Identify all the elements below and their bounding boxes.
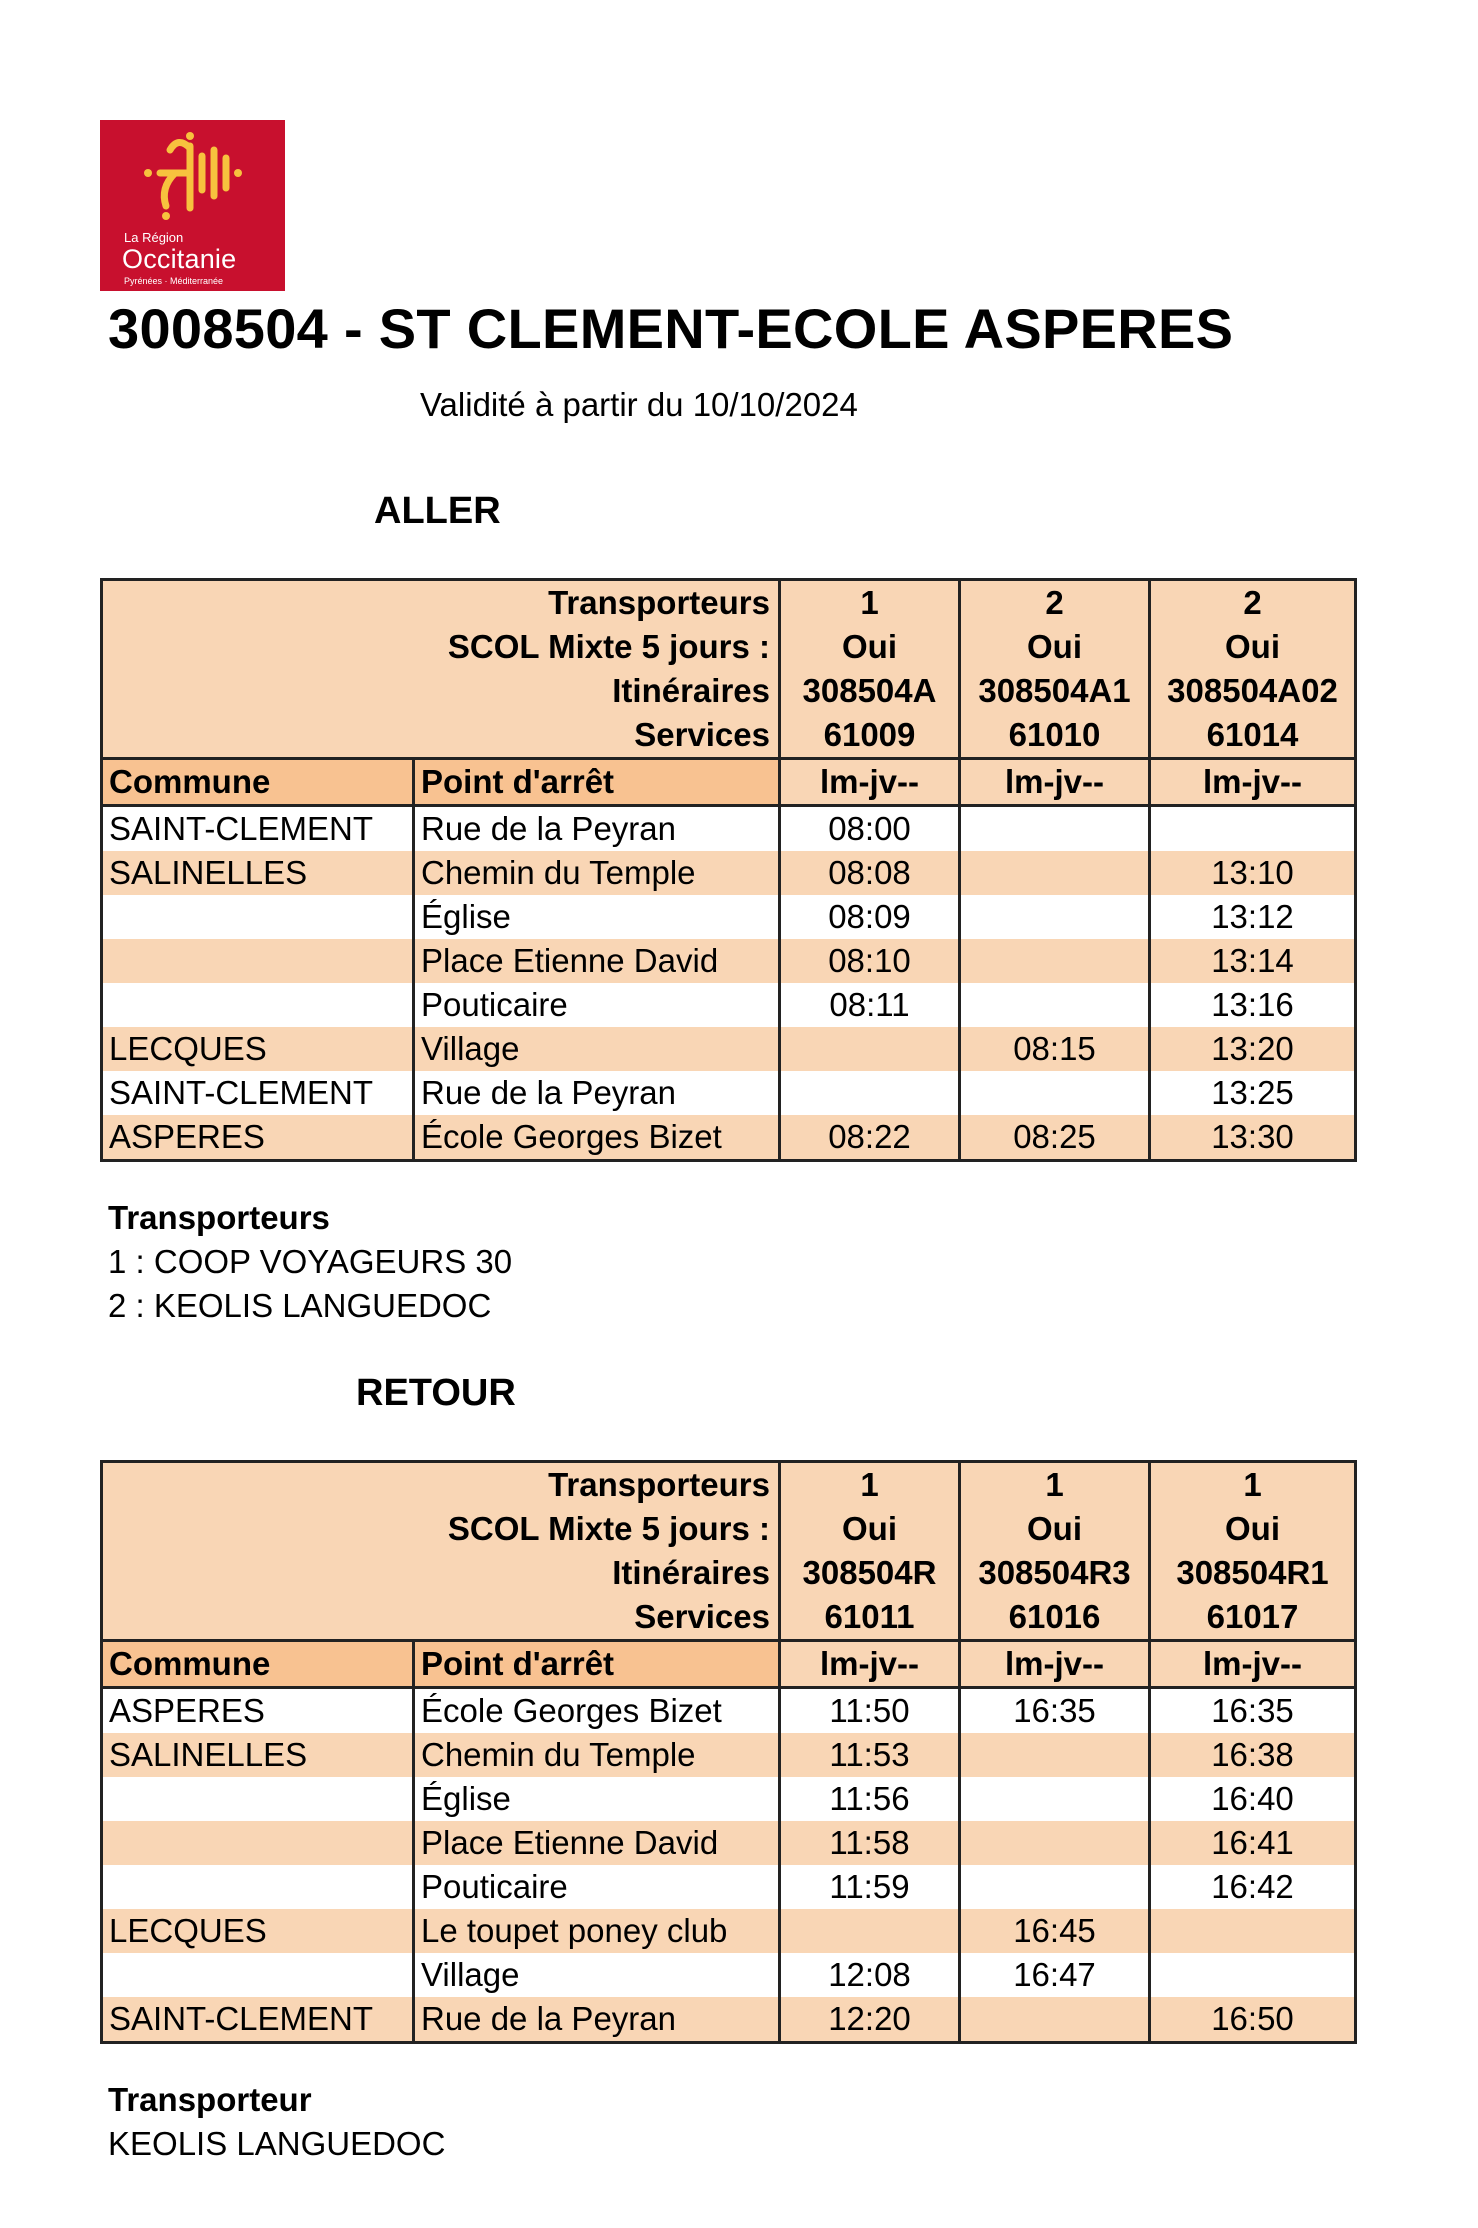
header-value: 2	[1150, 580, 1356, 626]
header-value: 61009	[780, 713, 960, 759]
aller-table	[100, 578, 1357, 1162]
header-value: Oui	[960, 1507, 1150, 1551]
time-cell: 08:10	[780, 939, 960, 983]
aller-header-scol	[102, 625, 1356, 669]
table-row	[102, 1733, 1356, 1777]
time-cell: 13:10	[1150, 851, 1356, 895]
retour-column-header	[102, 1641, 1356, 1688]
table-row	[102, 1027, 1356, 1071]
commune-cell: SAINT-CLEMENT	[102, 1071, 414, 1115]
time-cell: 11:56	[780, 1777, 960, 1821]
carrier-item: 2 : KEOLIS LANGUEDOC	[108, 1287, 492, 1324]
occitan-cross-icon	[130, 128, 250, 228]
stop-cell: Pouticaire	[414, 1865, 780, 1909]
commune-cell	[102, 1953, 414, 1997]
time-cell: 16:35	[960, 1688, 1150, 1734]
time-cell: 16:42	[1150, 1865, 1356, 1909]
time-cell: 11:58	[780, 1821, 960, 1865]
time-cell: 16:35	[1150, 1688, 1356, 1734]
table-row	[102, 983, 1356, 1027]
time-cell	[960, 939, 1150, 983]
commune-cell	[102, 1777, 414, 1821]
header-value: 1	[780, 1462, 960, 1508]
aller-header-itineraires	[102, 669, 1356, 713]
header-value: Oui	[1150, 625, 1356, 669]
header-label: Transporteurs	[102, 1462, 780, 1508]
commune-cell: SALINELLES	[102, 851, 414, 895]
time-cell: 08:08	[780, 851, 960, 895]
days-header: lm-jv--	[780, 759, 960, 806]
stop-column-header: Point d'arrêt	[414, 1641, 780, 1688]
time-cell	[1150, 1909, 1356, 1953]
logo-line-2: Occitanie	[122, 244, 237, 274]
days-header: lm-jv--	[960, 1641, 1150, 1688]
commune-cell	[102, 895, 414, 939]
stop-cell: Place Etienne David	[414, 1821, 780, 1865]
header-value: 1	[780, 580, 960, 626]
commune-cell: SAINT-CLEMENT	[102, 806, 414, 852]
header-label: Itinéraires	[102, 1551, 780, 1595]
time-cell: 08:15	[960, 1027, 1150, 1071]
commune-cell	[102, 1821, 414, 1865]
aller-column-header	[102, 759, 1356, 806]
table-row	[102, 1115, 1356, 1161]
retour-heading: RETOUR	[356, 1372, 516, 1414]
time-cell: 08:00	[780, 806, 960, 852]
stop-cell: Pouticaire	[414, 983, 780, 1027]
commune-cell: SAINT-CLEMENT	[102, 1997, 414, 2043]
table-row	[102, 1865, 1356, 1909]
header-value: 1	[960, 1462, 1150, 1508]
commune-cell	[102, 939, 414, 983]
stop-cell: Chemin du Temple	[414, 1733, 780, 1777]
table-row	[102, 1997, 1356, 2043]
header-value: 308504A1	[960, 669, 1150, 713]
time-cell: 13:16	[1150, 983, 1356, 1027]
time-cell: 13:14	[1150, 939, 1356, 983]
stop-cell: Église	[414, 1777, 780, 1821]
stop-cell: Chemin du Temple	[414, 851, 780, 895]
carrier-item: 1 : COOP VOYAGEURS 30	[108, 1243, 513, 1280]
time-cell: 11:59	[780, 1865, 960, 1909]
table-row	[102, 851, 1356, 895]
time-cell: 12:08	[780, 1953, 960, 1997]
time-cell: 16:38	[1150, 1733, 1356, 1777]
table-row	[102, 895, 1356, 939]
header-label: Transporteurs	[102, 580, 780, 626]
time-cell	[960, 806, 1150, 852]
header-value: 308504R3	[960, 1551, 1150, 1595]
retour-header-services	[102, 1595, 1356, 1641]
commune-cell: ASPERES	[102, 1115, 414, 1161]
time-cell	[960, 1821, 1150, 1865]
header-label: Itinéraires	[102, 669, 780, 713]
region-logo	[100, 120, 285, 291]
time-cell: 16:40	[1150, 1777, 1356, 1821]
time-cell: 13:30	[1150, 1115, 1356, 1161]
aller-carriers	[108, 1196, 512, 1328]
time-cell: 16:41	[1150, 1821, 1356, 1865]
commune-cell: LECQUES	[102, 1909, 414, 1953]
aller-heading: ALLER	[374, 490, 501, 532]
logo-line-1: La Région	[124, 230, 184, 245]
time-cell: 11:50	[780, 1688, 960, 1734]
time-cell	[960, 1865, 1150, 1909]
time-cell	[960, 1733, 1150, 1777]
carriers-heading: Transporteurs	[108, 1199, 330, 1236]
commune-column-header: Commune	[102, 759, 414, 806]
aller-header-services	[102, 713, 1356, 759]
table-row	[102, 1071, 1356, 1115]
time-cell	[1150, 806, 1356, 852]
aller-header-transporteurs	[102, 580, 1356, 626]
time-cell	[960, 1777, 1150, 1821]
table-row	[102, 1777, 1356, 1821]
header-label: Services	[102, 713, 780, 759]
header-value: 2	[960, 580, 1150, 626]
logo-line-3: Pyrénées · Méditerranée	[124, 276, 224, 286]
header-value: Oui	[1150, 1507, 1356, 1551]
commune-cell: ASPERES	[102, 1688, 414, 1734]
header-value: Oui	[780, 625, 960, 669]
time-cell	[1150, 1953, 1356, 1997]
time-cell: 16:50	[1150, 1997, 1356, 2043]
header-label: Services	[102, 1595, 780, 1641]
table-row	[102, 1688, 1356, 1734]
table-row	[102, 1821, 1356, 1865]
header-value: 1	[1150, 1462, 1356, 1508]
time-cell: 12:20	[780, 1997, 960, 2043]
header-value: 61010	[960, 713, 1150, 759]
header-value: 308504R	[780, 1551, 960, 1595]
header-value: Oui	[780, 1507, 960, 1551]
retour-header-transporteurs	[102, 1462, 1356, 1508]
commune-cell	[102, 983, 414, 1027]
header-value: Oui	[960, 625, 1150, 669]
time-cell: 16:45	[960, 1909, 1150, 1953]
time-cell	[780, 1909, 960, 1953]
days-header: lm-jv--	[1150, 1641, 1356, 1688]
time-cell: 11:53	[780, 1733, 960, 1777]
retour-table	[100, 1460, 1357, 2044]
time-cell: 13:12	[1150, 895, 1356, 939]
table-row	[102, 806, 1356, 852]
header-value: 61017	[1150, 1595, 1356, 1641]
time-cell	[960, 1071, 1150, 1115]
table-row	[102, 1909, 1356, 1953]
header-value: 308504R1	[1150, 1551, 1356, 1595]
carriers-heading: Transporteur	[108, 2081, 312, 2118]
days-header: lm-jv--	[960, 759, 1150, 806]
commune-cell: LECQUES	[102, 1027, 414, 1071]
stop-cell: Rue de la Peyran	[414, 1997, 780, 2043]
validity-date: Validité à partir du 10/10/2024	[420, 386, 858, 423]
time-cell: 08:25	[960, 1115, 1150, 1161]
stop-cell: Rue de la Peyran	[414, 806, 780, 852]
header-value: 308504A	[780, 669, 960, 713]
stop-cell: Église	[414, 895, 780, 939]
time-cell: 13:25	[1150, 1071, 1356, 1115]
commune-cell	[102, 1865, 414, 1909]
time-cell: 08:09	[780, 895, 960, 939]
stop-column-header: Point d'arrêt	[414, 759, 780, 806]
time-cell	[780, 1027, 960, 1071]
stop-cell: Rue de la Peyran	[414, 1071, 780, 1115]
stop-cell: Place Etienne David	[414, 939, 780, 983]
days-header: lm-jv--	[1150, 759, 1356, 806]
commune-column-header: Commune	[102, 1641, 414, 1688]
time-cell	[960, 983, 1150, 1027]
header-value: 61014	[1150, 713, 1356, 759]
time-cell	[780, 1071, 960, 1115]
retour-carriers	[108, 2078, 445, 2166]
stop-cell: École Georges Bizet	[414, 1115, 780, 1161]
time-cell	[960, 1997, 1150, 2043]
retour-header-itineraires	[102, 1551, 1356, 1595]
header-label: SCOL Mixte 5 jours :	[102, 1507, 780, 1551]
time-cell	[960, 851, 1150, 895]
commune-cell: SALINELLES	[102, 1733, 414, 1777]
table-row	[102, 1953, 1356, 1997]
carrier-item: KEOLIS LANGUEDOC	[108, 2125, 446, 2162]
stop-cell: Village	[414, 1953, 780, 1997]
days-header: lm-jv--	[780, 1641, 960, 1688]
time-cell: 13:20	[1150, 1027, 1356, 1071]
time-cell: 08:22	[780, 1115, 960, 1161]
stop-cell: Village	[414, 1027, 780, 1071]
header-label: SCOL Mixte 5 jours :	[102, 625, 780, 669]
header-value: 61011	[780, 1595, 960, 1641]
header-value: 308504A02	[1150, 669, 1356, 713]
stop-cell: École Georges Bizet	[414, 1688, 780, 1734]
retour-header-scol	[102, 1507, 1356, 1551]
time-cell: 16:47	[960, 1953, 1150, 1997]
time-cell: 08:11	[780, 983, 960, 1027]
time-cell	[960, 895, 1150, 939]
header-value: 61016	[960, 1595, 1150, 1641]
table-row	[102, 939, 1356, 983]
stop-cell: Le toupet poney club	[414, 1909, 780, 1953]
page-title: 3008504 - ST CLEMENT-ECOLE ASPERES	[108, 297, 1234, 360]
